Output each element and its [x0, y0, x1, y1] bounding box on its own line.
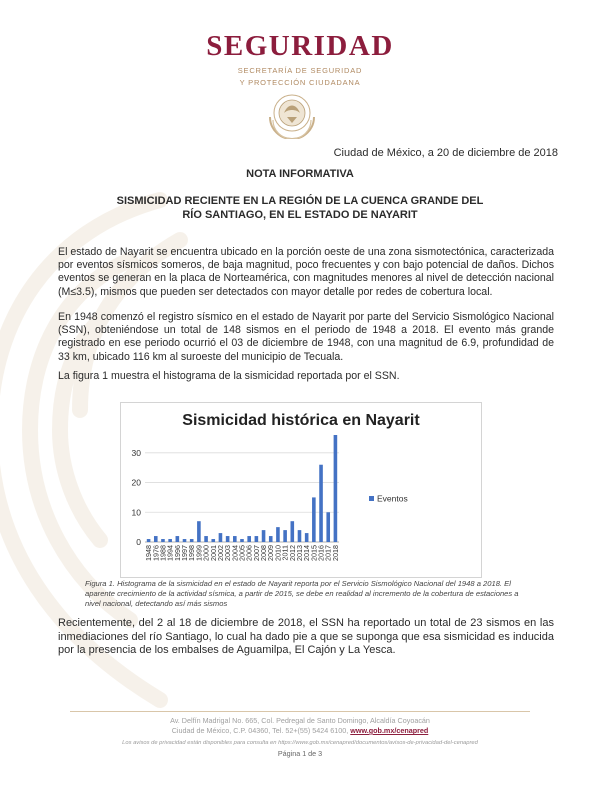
title-line-2: RÍO SANTIAGO, EN EL ESTADO DE NAYARIT: [182, 209, 418, 221]
bar-1988: [161, 539, 165, 542]
chart-canvas: [121, 403, 481, 577]
bar-1999: [197, 521, 201, 542]
bar-2001: [211, 539, 215, 542]
x-tick-label: 1994: [165, 545, 175, 561]
bar-2002: [219, 533, 223, 542]
footer-website-link[interactable]: www.gob.mx/cenapred: [350, 726, 429, 735]
x-tick-label: 1948: [144, 545, 154, 561]
paragraph-history: En 1948 comenzó el registro sísmico en el estado de Nayarit por parte del Servicio Sismológico Nacional (SSN), obteniéndose un total de 148 sismos en el periodo de 1948 a 2018. El evento más grande registrado en ese periodo ocurrió el 03 de diciembre de 1948, con una magnitud de 6.9, profundidad de 33 km, ubicado 116 km al suroeste del municipio de Tecuala.: [58, 311, 554, 363]
x-tick-label: 2003: [223, 545, 233, 561]
chart-title: Sismicidad histórica en Nayarit: [182, 412, 420, 429]
logo-subtitle-2: Y PROTECCIÓN CIUDADANA: [239, 78, 361, 87]
bar-2010: [276, 527, 280, 542]
x-tick-label: 2001: [208, 545, 218, 561]
x-tick-label: 2006: [244, 545, 254, 561]
histogram-chart: [120, 402, 482, 578]
x-tick-label: 2013: [294, 545, 304, 561]
document-type: NOTA INFORMATIVA: [246, 168, 354, 180]
bar-2017: [326, 512, 330, 542]
bar-2008: [262, 530, 266, 542]
x-tick-label: 1998: [187, 545, 197, 561]
page-number: Página 1 de 3: [277, 749, 323, 758]
x-tick-label: 2016: [316, 545, 326, 561]
legend-label: Eventos: [377, 493, 408, 504]
bar-2015: [312, 497, 316, 542]
bar-2006: [247, 536, 251, 542]
bar-2007: [255, 536, 259, 542]
y-tick-label: 10: [131, 507, 141, 518]
y-tick-label: 0: [136, 537, 141, 547]
x-tick-label: 2008: [259, 545, 269, 561]
bar-2003: [226, 536, 230, 542]
x-tick-label: 1999: [194, 545, 204, 561]
x-tick-label: 1997: [180, 545, 190, 561]
bar-2004: [233, 536, 237, 542]
x-tick-label: 2011: [280, 545, 290, 561]
x-tick-label: 1988: [158, 545, 168, 561]
paragraph-intro: El estado de Nayarit se encuentra ubicado en la porción oeste de una zona sismotectónica, caracterizada por eventos sísmicos someros, de baja magnitud, poco frecuentes y con bajo potencial de daños. Dichos eventos se generan en la placa de Norteamérica, con magnitudes menores al nivel de detección nacional (M≤3.5), mismos que pueden ser detectados con mayor detalle por redes de cobertura local.: [58, 246, 554, 298]
bar-1998: [190, 539, 194, 542]
title-line-1: SISMICIDAD RECIENTE EN LA REGIÓN DE LA CUENCA GRANDE DEL: [116, 195, 484, 207]
bar-1994: [168, 539, 172, 542]
x-tick-label: 2010: [273, 545, 283, 561]
bar-1948: [147, 539, 151, 542]
x-tick-label: 2017: [323, 545, 333, 561]
agency-logo: [0, 30, 600, 87]
x-tick-label: 2015: [309, 545, 319, 561]
footer: [50, 716, 550, 736]
bar-1976: [154, 536, 158, 542]
x-tick-label: 2012: [287, 545, 297, 561]
x-tick-label: 2000: [201, 545, 211, 561]
bar-2011: [283, 530, 287, 542]
x-tick-label: 2002: [215, 545, 225, 561]
x-tick-label: 1996: [172, 545, 182, 561]
x-tick-label: 2009: [266, 545, 276, 561]
paragraph-recent: Recientemente, del 2 al 18 de diciembre de 2018, el SSN ha reportado un total de 23 sismos en las inmediaciones del río Santiago, lo cual ha dado pie a que se suponga que esa sismicidad es inducida por la presencia de los embalses de Aguamilpa, El Cajón y La Yesca.: [58, 617, 554, 657]
bar-2012: [291, 521, 295, 542]
privacy-notice: Los avisos de privacidad están disponibles para consulta en https://www.gob.mx/cenapred/documentos/avisos-de-privacidad-del-cenapred: [122, 740, 478, 746]
legend-swatch: [369, 496, 374, 501]
footer-divider: [70, 711, 530, 712]
bar-2000: [204, 536, 208, 542]
footer-address-2: Ciudad de México, C.P. 04360, Tel. 52+(55) 5424 6100, www.gob.mx/cenapred: [171, 726, 429, 735]
bar-2018: [334, 435, 338, 542]
x-tick-label: 2014: [302, 545, 312, 561]
document-title: [95, 194, 505, 222]
bar-2009: [269, 536, 273, 542]
logo-subtitle-1: SECRETARÍA DE SEGURIDAD: [237, 66, 363, 75]
bar-1996: [176, 536, 180, 542]
y-tick-label: 30: [131, 447, 141, 458]
bar-1997: [183, 539, 187, 542]
y-tick-label: 20: [131, 477, 141, 488]
bar-2013: [298, 530, 302, 542]
bar-2016: [319, 465, 323, 542]
x-tick-label: 2005: [237, 545, 247, 561]
x-tick-label: 2018: [330, 545, 340, 561]
bar-2005: [240, 539, 244, 542]
x-tick-label: 1976: [151, 545, 161, 561]
bar-2014: [305, 533, 309, 542]
logo-wordmark: SEGURIDAD: [206, 30, 394, 62]
national-seal-icon: [262, 87, 322, 139]
x-tick-label: 2004: [230, 545, 240, 561]
document-date: Ciudad de México, a 20 de diciembre de 2018: [333, 147, 558, 159]
paragraph-figure-ref: La figura 1 muestra el histograma de la sismicidad reportada por el SSN.: [58, 370, 400, 382]
footer-address-1: Av. Delfín Madrigal No. 665, Col. Pedregal de Santo Domingo, Alcaldía Coyoacán: [170, 716, 430, 725]
figure-caption: Figura 1. Histograma de la sismicidad en el estado de Nayarit reporta por el Servicio Sismológico Nacional del 1948 a 2018. El aparente crecimiento de la actividad sísmica, a partir de 2015, se debe en realidad al incremento de la cobertura de estaciones a nivel nacional, detectando así más sismos: [85, 579, 519, 608]
x-tick-label: 2007: [251, 545, 261, 561]
